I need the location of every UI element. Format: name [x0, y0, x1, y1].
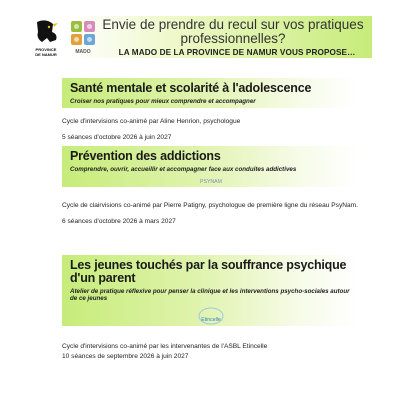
psynam-logo: PSYNAM [200, 179, 222, 185]
section-dates: 10 séances de septembre 2026 à juin 2027 [62, 353, 189, 360]
mado-logo [70, 20, 96, 56]
section-title: Les jeunes touchés par la souffrance psychique d'un parent [70, 258, 347, 285]
section-jeunes-parent [62, 255, 358, 362]
section-header [62, 255, 358, 326]
section-title: Santé mentale et scolarité à l'adolescence [70, 81, 312, 95]
page-subtitle: LA MADO DE LA PROVINCE DE NAMUR VOUS PROPOSE… [118, 48, 356, 57]
province-namur-logo [28, 18, 64, 58]
section-addictions [62, 146, 358, 227]
section-header [62, 146, 358, 187]
section-subtitle: Comprendre, ouvrir, accueillir et accompagner face aux conduites addictives [70, 166, 297, 173]
svg-text:MADO: MADO [75, 49, 91, 55]
svg-text:PROVINCE: PROVINCE [35, 47, 57, 52]
header [28, 16, 372, 58]
section-dates: 6 séances d'octobre 2026 à mars 2027 [62, 218, 176, 225]
section-dates: 5 séances d'octobre 2026 à juin 2027 [62, 134, 172, 141]
section-sante-mentale [62, 78, 358, 143]
etincelle-logo: Etincelle [201, 317, 221, 323]
section-subtitle: Atelier de pratique réflexive pour penser la clinique et les interventions psycho-sociales autour de ce jeunes [70, 288, 350, 302]
section-detail: Cycle d'intervisions co-animé par Aline Henrion, psychologue [62, 118, 241, 125]
etincelle-logo-wrap [70, 307, 352, 323]
section-title: Prévention des addictions [70, 149, 221, 163]
svg-text:DE NAMUR: DE NAMUR [35, 52, 57, 57]
section-detail: Cycle de clairvisions co-animé par Pierre Patigny, psychologue de première ligne du réseau PsyNam. [62, 202, 359, 209]
page-title: Envie de prendre du recul sur vos pratiques professionnelles? [102, 17, 364, 46]
section-detail: Cycle d'intervisions co-animé par les intervenantes de l'ASBL Etincelle [62, 343, 268, 350]
section-header [62, 78, 358, 108]
section-subtitle: Croiser nos pratiques pour mieux comprendre et accompagner [70, 98, 256, 105]
